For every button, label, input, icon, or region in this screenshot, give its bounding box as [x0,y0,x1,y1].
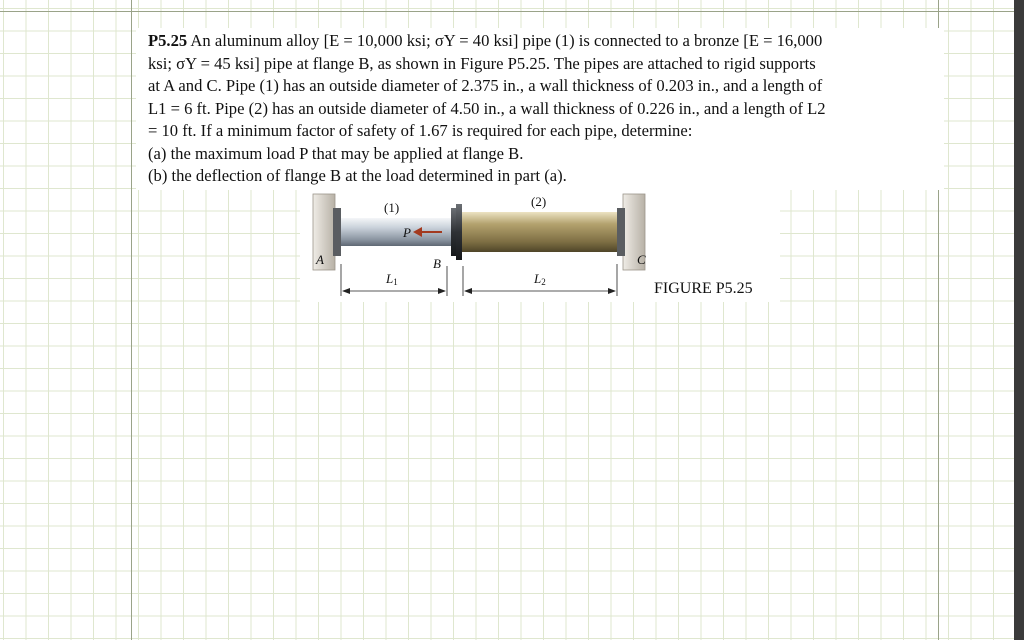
figure-p5-25 [300,186,780,302]
problem-line-2: ksi; σY = 45 ksi] pipe at flange B, as shown in Figure P5.25. The pipes are attached to rigid supports [148,53,816,73]
problem-line-3: at A and C. Pipe (1) has an outside diameter of 2.375 in., a wall thickness of 0.203 in., and a length of [148,76,823,95]
support-c-flange [617,208,625,256]
label-b: B [433,256,441,271]
label-a: A [316,252,324,267]
dim-l2-arrow-right [608,288,616,294]
window-edge [1014,0,1024,640]
label-l2: L2 [534,271,546,287]
dim-l1-arrow-left [342,288,350,294]
problem-line-4: L1 = 6 ft. Pipe (2) has an outside diameter of 4.50 in., a wall thickness of 0.226 in., and a length of L2 [148,98,826,118]
label-l1: L1 [386,271,398,287]
problem-line-1: P5.25 An aluminum alloy [E = 10,000 ksi; σY = 40 ksi] pipe (1) is connected to a bronze [E = 16,000 [148,31,823,50]
dim-l1-arrow-right [438,288,446,294]
top-margin-rule [0,11,1024,12]
label-c: C [637,252,646,267]
left-margin-rule [131,0,132,640]
problem-part-a: (a) the maximum load P that may be applied at flange B. [148,143,524,163]
problem-statement [136,28,944,190]
label-p: P [403,225,411,240]
flange-b-right [456,204,462,260]
flange-b-left [451,208,456,256]
problem-part-b: (b) the deflection of flange B at the load determined in part (a). [148,166,567,185]
figure-caption: FIGURE P5.25 [654,280,753,297]
dim-l2-arrow-left [464,288,472,294]
support-a-flange [333,208,341,256]
label-pipe-2: (2) [531,194,547,209]
label-pipe-1: (1) [384,200,400,215]
problem-line-5: = 10 ft. If a minimum factor of safety of 1.67 is required for each pipe, determine: [148,121,693,140]
problem-number: P5.25 [148,31,188,50]
pipe-2-bronze [462,212,617,252]
